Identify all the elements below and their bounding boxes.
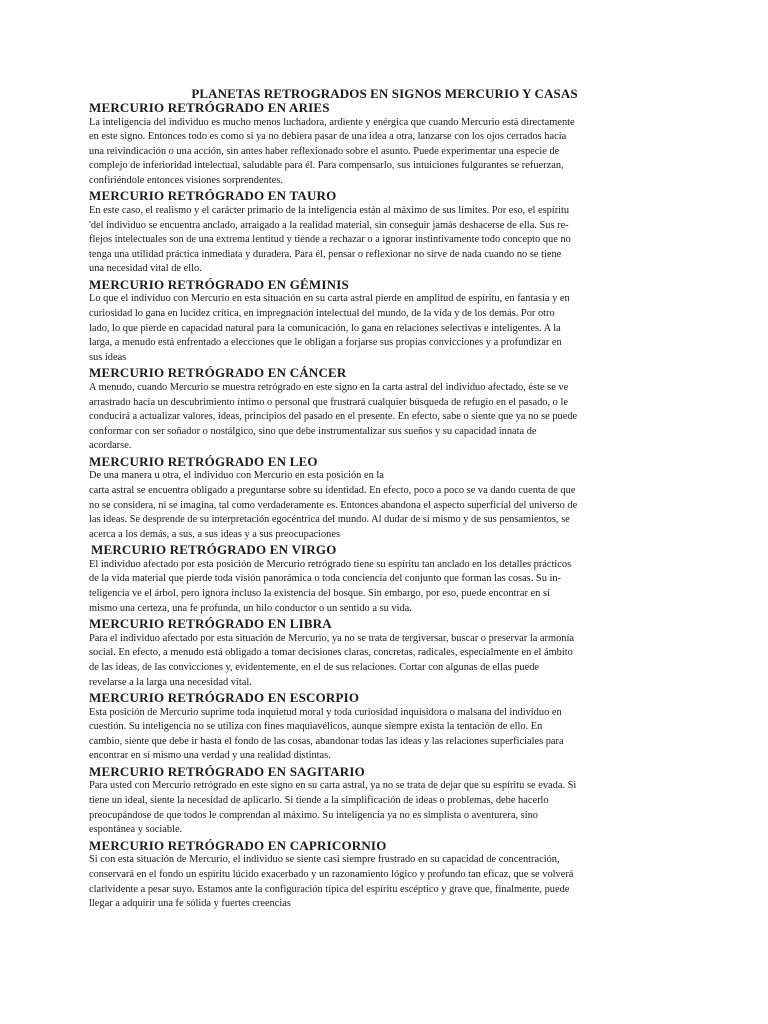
paragraph-line: una reivindicación o una acción, sin antes haber reflexionado sobre el asunto. Puede experimentar una especie de	[89, 145, 560, 157]
paragraph-line: La inteligencia del individuo es mucho menos luchadora, ardiente y enérgica que cuando Mercurio está directamente	[89, 116, 575, 128]
document-section	[89, 366, 680, 453]
paragraph-line: acordarse.	[89, 440, 132, 452]
document-page	[89, 86, 680, 913]
section-heading: MERCURIO RETRÓGRADO EN SAGITARIO	[89, 763, 365, 779]
section-heading: MERCURIO RETRÓGRADO EN CÁNCER	[89, 365, 347, 381]
section-heading: MERCURIO RETRÓGRADO EN VIRGO	[91, 542, 337, 558]
paragraph-line: tenga una utilidad práctica inmediata y duradera. Para él, pensar o reflexionar no sirve de nada cuando no se tiene	[89, 248, 562, 260]
paragraph-line: carta astral se encuentra obligado a preguntarse sobre su identidad. En efecto, poco a poco se va dando cuenta de que	[89, 484, 576, 496]
paragraph-line: conformar con ser soñador o nostálgico, sino que debe instrumentalizar sus sueños y su capacidad innata de	[89, 425, 537, 437]
paragraph-line: arrastrado hacia un descubrimiento íntimo o personal que frustrará cualquier búsqueda de refugio en el pasado, o le	[89, 396, 568, 408]
paragraph-line: El individuo afectado por esta posición de Mercurio retrógrado tiene su espíritu tan anclado en los detalles prácticos	[89, 558, 572, 570]
paragraph-line: Para el individuo afectado por esta situación de Mercurio, ya no se trata de tergiversar, buscar o preservar la armonía	[89, 632, 574, 644]
paragraph-line: conservará en el fondo un espíritu lúcido exacerbado y un razonamiento lógico y profundo tan eficaz, que se volverá	[89, 868, 574, 880]
paragraph-line: 'del individuo se encuentra anclado, arraigado a la realidad material, sin conseguir jamás deshacerse de ella. Sus re-	[89, 219, 569, 231]
paragraph-line: conducirá a actualizar valores, ideas, principios del pasado en el presente. En efecto, sabe o siente que ya no se puede	[89, 411, 578, 423]
paragraph-line: en este signo. Entonces todo es como si ya no debiera pasar de una idea a otra, lanzarse con los ojos cerrados hacia	[89, 131, 567, 143]
document-section	[89, 543, 680, 616]
section-paragraph	[89, 853, 680, 911]
section-heading: MERCURIO RETRÓGRADO EN LEO	[89, 453, 318, 469]
paragraph-line: Si con esta situación de Mercurio, el individuo se siente casi siempre frustrado en su capacidad de concentración,	[89, 854, 560, 866]
document-section	[89, 765, 680, 838]
paragraph-line: Esta posición de Mercurio suprime toda inquietud moral y toda curiosidad inquisidora o malsana del individuo en	[89, 706, 562, 718]
paragraph-line: Lo que el individuo con Mercurio en esta situación en su carta astral pierde en amplitud de espíritu, en fantasía y en	[89, 293, 570, 305]
section-paragraph	[89, 558, 680, 616]
section-paragraph	[89, 204, 680, 277]
paragraph-line: cambio, siente que debe ir hasta el fondo de las cosas, abandonar todas las ideas y las relaciones superficiales para	[89, 735, 564, 747]
section-heading: MERCURIO RETRÓGRADO EN ARIES	[89, 100, 330, 115]
paragraph-line: sus ideas	[89, 351, 127, 363]
section-paragraph	[89, 292, 680, 365]
section-heading: MERCURIO RETRÓGRADO EN ESCORPIO	[89, 690, 360, 706]
paragraph-line: clarividente a pesar suyo. Estamos ante la configuración típica del espíritu escéptico y grave que, finalmente, puede	[89, 883, 570, 895]
section-heading: MERCURIO RETRÓGRADO EN TAURO	[89, 188, 337, 204]
document-title: PLANETAS RETROGRADOS EN SIGNOS MERCURIO Y CASAS	[191, 86, 578, 101]
document-section	[89, 839, 680, 912]
section-paragraph	[89, 706, 680, 764]
section-paragraph	[89, 469, 680, 542]
paragraph-line: lado, lo que pierde en capacidad natural para la comunicación, lo gana en relaciones selectivas e inteligentes. A la	[89, 322, 561, 334]
document-section	[89, 101, 680, 188]
paragraph-line: encontrar en sí mismo una verdad y una realidad distintas.	[89, 750, 331, 762]
section-paragraph	[89, 779, 680, 837]
document-section	[89, 691, 680, 764]
paragraph-line: En este caso, el realismo y el carácter primario de la inteligencia están al máximo de sus límites. Por eso, el espíritu	[89, 204, 570, 216]
section-paragraph	[89, 116, 680, 189]
paragraph-line: una necesidad vital de ello.	[89, 263, 202, 275]
section-paragraph	[89, 632, 680, 690]
paragraph-line: tiene un ideal, siente la necesidad de aplicarlo. Si tiende a la simplificación de ideas o problemas, debe hacerlo	[89, 795, 549, 807]
paragraph-line: complejo de inferioridad intelectual, saludable para él. Para compensarlo, sus intuiciones fulgurantes se refuerzan,	[89, 160, 564, 172]
paragraph-line: las ideas. Se desprende de su interpretación egocéntrica del mundo. Al dudar de sí mismo y de sus pensamientos, se	[89, 514, 570, 526]
paragraph-line: revelarse a la larga una necesidad vital.	[89, 676, 252, 688]
paragraph-line: flejos intelectuales son de una extrema lentitud y tiende a rechazar o a ignorar instintivamente todo concepto que no	[89, 234, 571, 246]
document-sections	[89, 101, 680, 912]
paragraph-line: A menudo, cuando Mercurio se muestra retrógrado en este signo en la carta astral del individuo afectado, éste se ve	[89, 381, 569, 393]
paragraph-line: de las ideas, de las convicciones y, evidentemente, en el de sus relaciones. Cortar con algunas de ellas puede	[89, 661, 539, 673]
paragraph-line: de la vida material que pierde toda visión panorámica o toda conciencia del conjunto que forman las cosas. Su in-	[89, 573, 562, 585]
paragraph-line: Para usted con Mercurio retrógrado en este signo en su carta astral, ya no se trata de dejar que su espíritu se evada. Si	[89, 780, 577, 792]
document-section	[89, 189, 680, 276]
section-paragraph	[89, 381, 680, 454]
paragraph-line: espontánea y sociable.	[89, 824, 183, 836]
section-heading: MERCURIO RETRÓGRADO EN LIBRA	[89, 616, 332, 632]
paragraph-line: teligencia ve el árbol, pero ignora incluso la existencia del bosque. Sin embargo, por eso, puede encontrar en sí	[89, 588, 550, 600]
paragraph-line: preocupándose de que todos le comprendan al máximo. Su inteligencia ya no es simplista o aventurera, sino	[89, 809, 538, 821]
document-section	[89, 455, 680, 542]
paragraph-line: De una manera u otra, el individuo con Mercurio en esta posición en la	[89, 470, 384, 482]
paragraph-line: mismo una certeza, una fe profunda, un hilo conductor o un sentido a su vida.	[89, 602, 412, 614]
section-heading: MERCURIO RETRÓGRADO EN CAPRICORNIO	[89, 837, 387, 853]
paragraph-line: social. En efecto, a menudo está obligado a tomar decisiones claras, concretas, radicales, especialmente en el ámbito	[89, 647, 573, 659]
paragraph-line: cuestión. Su inteligencia no se utiliza con fines maquiavélicos, aunque siempre exista la tentación de ello. En	[89, 721, 543, 733]
paragraph-line: llegar a adquirir una fe sólida y fuertes creencias	[89, 898, 291, 910]
paragraph-line: acerca a los demás, a sus, a sus ideas y a sus preocupaciones	[89, 528, 341, 540]
section-heading: MERCURIO RETRÓGRADO EN GÉMINIS	[89, 276, 349, 292]
document-section	[89, 617, 680, 690]
document-section	[89, 278, 680, 365]
paragraph-line: no se considera, ni se imagina, tal como verdaderamente es. Entonces abandona el aspecto superficial del universo de	[89, 499, 578, 511]
paragraph-line: larga, a menudo está enfrentado a elecciones que le obligan a forjarse sus propias convicciones y a profundizar en	[89, 337, 562, 349]
paragraph-line: confiriéndole entonces visiones sorprendentes.	[89, 174, 283, 186]
paragraph-line: curiosidad lo gana en lucidez crítica, en impregnación intelectual del mundo, de la vida y de los demás. Por otro	[89, 308, 555, 320]
